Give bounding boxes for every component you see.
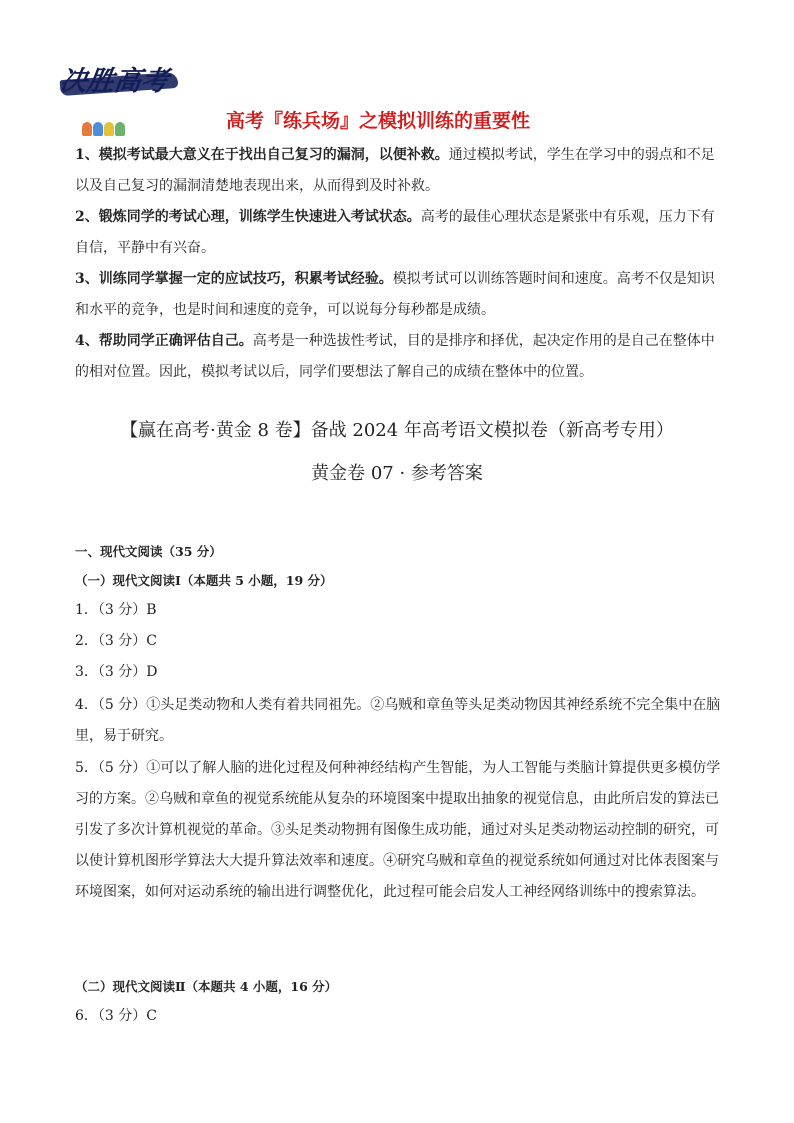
promo-point-3-bold: 3、训练同学掌握一定的应试技巧，积累考试经验。 [75,271,393,287]
answer-q5: 5．（5 分）①可以了解人脑的进化过程及何种神经结构产生智能，为人工智能与类脑计算提供更多模仿学习的方案。②乌贼和章鱼的视觉系统能从复杂的环境图案中提取出抽象的视觉信息，由此所启发的算法已引发了多次计算机视觉的革命。③头足类动物拥有图像生成功能，通过对头足类动物运动控制的研究，可以使计算机图形学算法大大提升算法效率和速度。④研究乌贼和章鱼的视觉系统如何通过对比体表图案与环境图案，如何对运动系统的输出进行调整优化，此过程可能会启发人工神经网络训练中的搜索算法。 [75,760,721,900]
promo-point-2-text: 高考的最佳心理状态是紧张中有乐观，压力下有自信，平静中有兴奋。 [75,209,715,256]
promo-point-2-bold: 2、锻炼同学的考试心理，训练学生快速进入考试状态。 [75,209,421,225]
promo-point-1-bold: 1、模拟考试最大意义在于找出自己复习的漏洞，以便补救。 [75,147,449,163]
logo-figures-icon [82,118,126,136]
logo [58,60,182,138]
answer-q3: 3．（3 分）D [75,664,158,680]
subsection-1-heading: （一）现代文阅读Ⅰ（本题共 5 小题，19 分） [75,573,333,588]
promo-point-4-bold: 4、帮助同学正确评估自己。 [75,333,253,349]
promo-point-4 [75,326,725,388]
answer-q1: 1．（3 分）B [75,602,157,618]
answer-q6: 6．（3 分）C [75,1008,157,1024]
exam-subtitle: 黄金卷 07 · 参考答案 [311,463,483,484]
promo-point-1-text: 通过模拟考试，学生在学习中的弱点和不足以及自己复习的漏洞清楚地表现出来，从而得到及时补救。 [75,147,715,194]
answer-q2: 2．（3 分）C [75,633,157,649]
logo-text: 决胜高考 [57,66,171,97]
promo-point-2 [75,202,725,264]
exam-title: 【赢在高考·黄金 8 卷】备战 2024 年高考语文模拟卷（新高考专用） [120,420,674,441]
section-1-heading: 一、现代文阅读（35 分） [75,544,222,559]
subsection-2-heading: （二）现代文阅读Ⅱ（本题共 4 小题，16 分） [75,979,338,994]
promo-point-1 [75,140,725,202]
promo-point-4-text: 高考是一种选拔性考试，目的是排序和择优，起决定作用的是自己在整体中的相对位置。因此，模拟考试以后，同学们要想法了解自己的成绩在整体中的位置。 [75,333,715,380]
promo-point-3 [75,264,725,326]
promo-point-3-text: 模拟考试可以训练答题时间和速度。高考不仅是知识和水平的竞争，也是时间和速度的竞争，可以说每分每秒都是成绩。 [75,271,715,318]
promo-title: 高考『练兵场』之模拟训练的重要性 [226,110,531,132]
answer-q4: 4．（5 分）①头足类动物和人类有着共同祖先。②乌贼和章鱼等头足类动物因其神经系统不完全集中在脑里，易于研究。 [75,697,721,744]
